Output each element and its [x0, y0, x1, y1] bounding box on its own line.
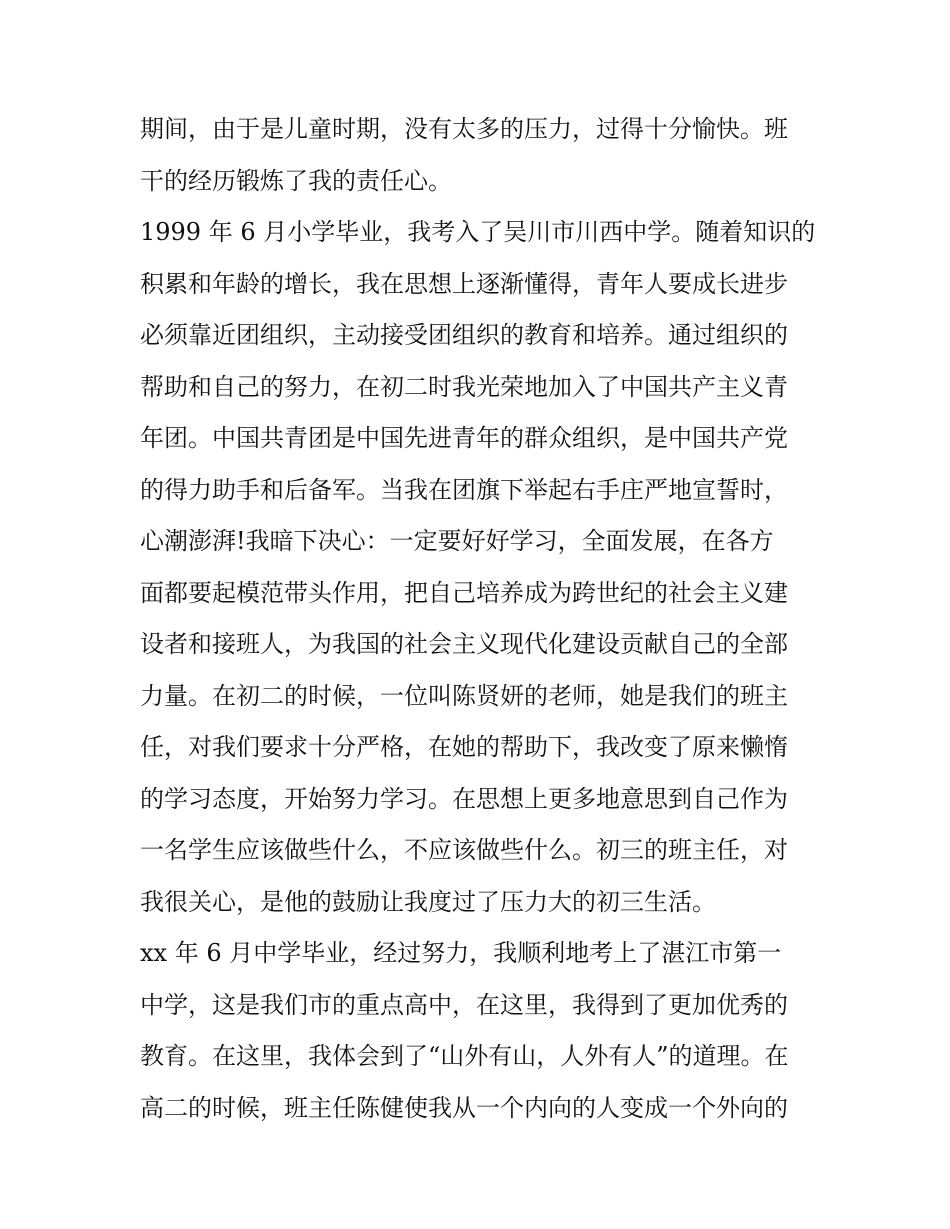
text-line: 的得力助手和后备军。当我在团旗下举起右手庄严地宣誓时，	[140, 475, 788, 504]
text-line: 面都要起模范带头作用，把自己培养成为跨世纪的社会主义建	[140, 578, 788, 607]
text-line: 我很关心，是他的鼓励让我度过了压力大的初三生活。	[140, 887, 716, 916]
text-line: 干的经历锻炼了我的责任心。	[140, 166, 452, 195]
text-line: xx 年 6 月中学毕业，经过努力，我顺利地考上了湛江市第一	[140, 939, 782, 967]
text-line: 设者和接班人，为我国的社会主义现代化建设贡献自己的全部	[140, 630, 788, 658]
text-line: 期间，由于是儿童时期，没有太多的压力，过得十分愉快。班	[140, 115, 788, 143]
text-line: 1999 年 6 月小学毕业，我考入了吴川市川西中学。随着知识的	[140, 218, 816, 246]
text-line: 积累和年龄的增长，我在思想上逐渐懂得，青年人要成长进步	[140, 269, 788, 298]
text-line: 任，对我们要求十分严格，在她的帮助下，我改变了原来懒惰	[140, 733, 788, 761]
text-line: 教育。在这里，我体会到了“山外有山，人外有人”的道理。在	[140, 1042, 789, 1070]
text-line: 的学习态度，开始努力学习。在思想上更多地意思到自己作为	[140, 784, 788, 813]
text-line: 中学，这是我们市的重点高中，在这里，我得到了更加优秀的	[140, 990, 788, 1019]
text-line: 年团。中国共青团是中国先进青年的群众组织，是中国共产党	[140, 424, 788, 452]
text-line: 高二的时候，班主任陈健使我从一个内向的人变成一个外向的	[140, 1093, 788, 1122]
text-line: 力量。在初二的时候，一位叫陈贤妍的老师，她是我们的班主	[140, 681, 788, 710]
text-line: 必须靠近团组织，主动接受团组织的教育和培养。通过组织的	[140, 321, 788, 349]
text-line: 帮助和自己的努力，在初二时我光荣地加入了中国共产主义青	[140, 372, 788, 401]
text-line: 一名学生应该做些什么，不应该做些什么。初三的班主任，对	[140, 836, 788, 864]
text-line: 心潮澎湃!我暗下决心：一定要好好学习，全面发展，在各方	[140, 527, 774, 555]
document-body	[140, 104, 820, 1134]
